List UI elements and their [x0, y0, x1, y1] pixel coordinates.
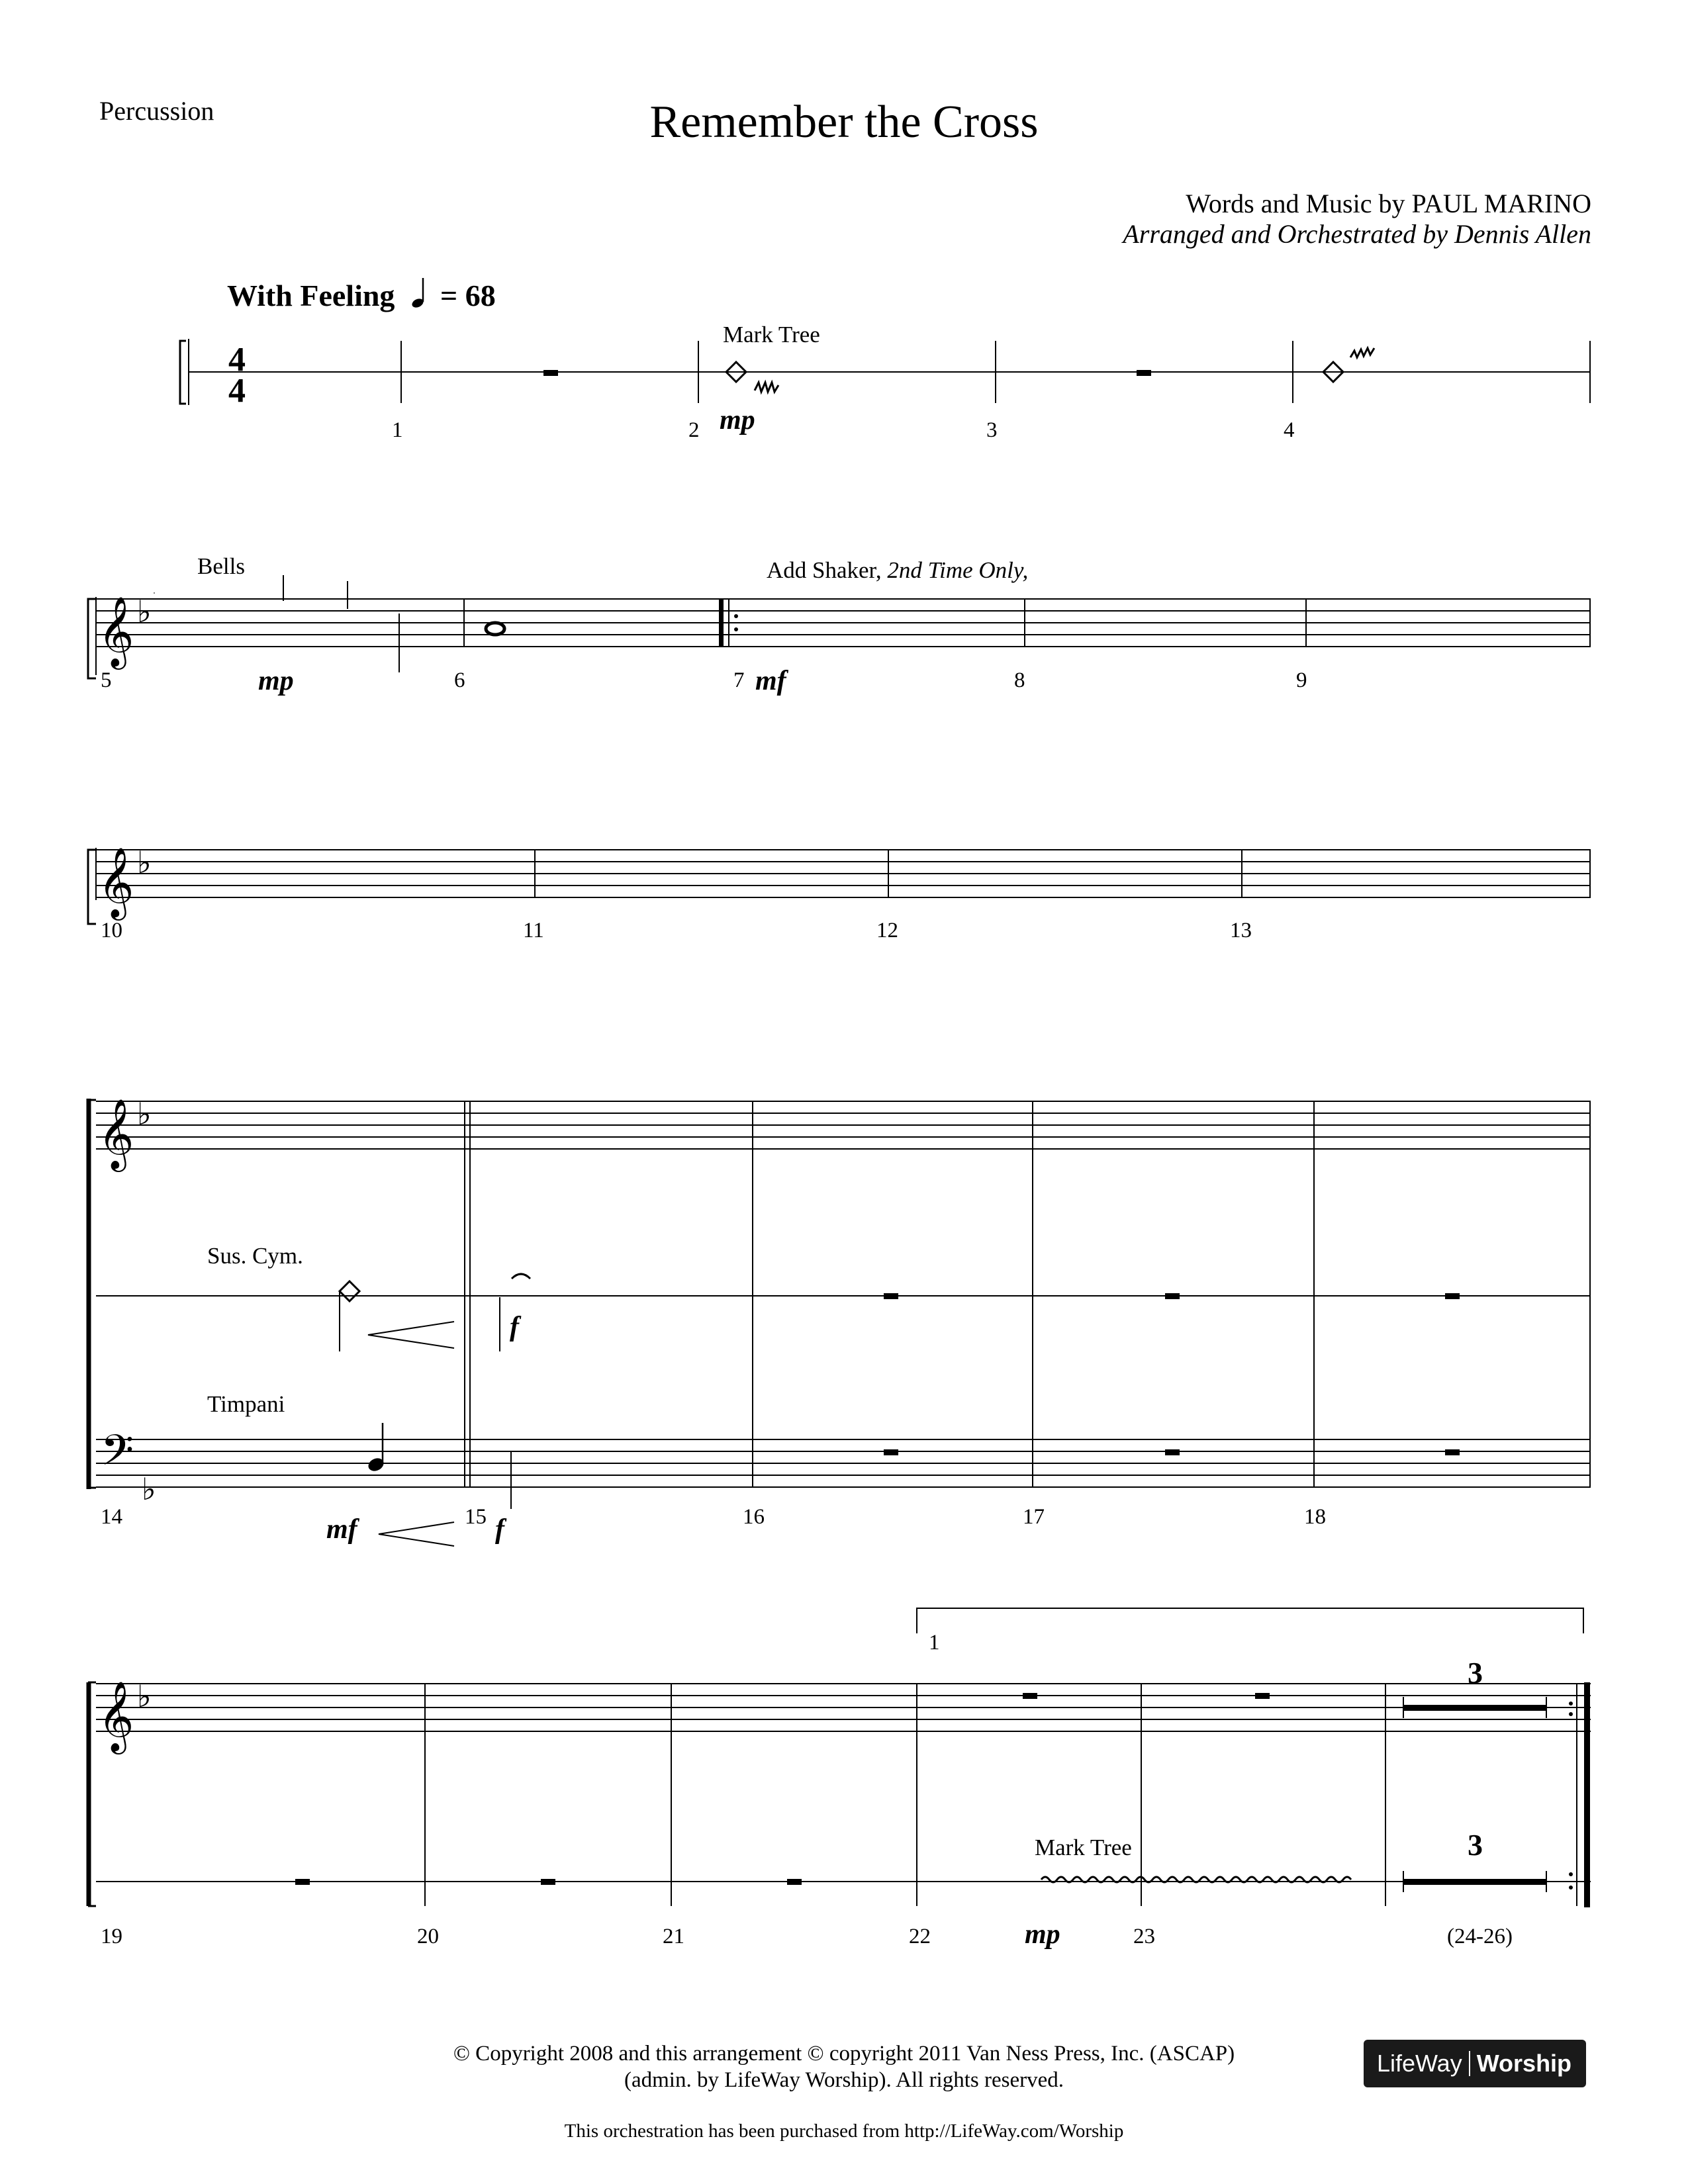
instrument-label-bells: Bells	[197, 553, 245, 579]
whole-rest-icon	[1137, 370, 1151, 376]
tempo-quarter-note-icon	[410, 278, 424, 309]
logo-worship: Worship	[1476, 2050, 1572, 2077]
measure-number: 7	[733, 668, 745, 692]
whole-rest-icon	[1165, 1293, 1180, 1299]
instrument-label-timpani: Timpani	[207, 1391, 285, 1417]
dynamic-mf: mf	[326, 1514, 357, 1545]
measure-number: 18	[1304, 1505, 1326, 1529]
measure-number: 14	[101, 1505, 122, 1529]
measure-number: 23	[1133, 1925, 1155, 1948]
multi-measure-rest	[1403, 1879, 1546, 1885]
multi-rest-count: 3	[1468, 1656, 1483, 1690]
copyright-line-2: (admin. by LifeWay Worship). All rights reserved.	[624, 2068, 1064, 2092]
whole-rest-icon	[787, 1879, 802, 1885]
whole-rest-icon	[1445, 1449, 1460, 1455]
trill-line-icon	[1041, 1877, 1351, 1882]
arranger-credit: Arranged and Orchestrated by Dennis Allen	[1123, 219, 1591, 249]
measure-number: 21	[663, 1925, 684, 1948]
measure-number: 13	[1230, 919, 1252, 942]
squiggle-gliss-icon	[1350, 348, 1374, 357]
flat-key-signature-icon: ♭	[137, 844, 152, 880]
measure-number: 17	[1023, 1505, 1045, 1529]
tempo-value: = 68	[440, 279, 496, 312]
measure-number: 19	[101, 1925, 122, 1948]
multi-measure-rest	[1403, 1705, 1546, 1711]
measure-number: 3	[986, 418, 998, 442]
measure-number: (24-26)	[1447, 1925, 1513, 1948]
time-signature-top: 4	[228, 341, 246, 379]
dynamic-mp: mp	[720, 405, 755, 435]
instrument-label-mark-tree: Mark Tree	[723, 322, 820, 347]
logo-divider	[1469, 2051, 1470, 2076]
whole-rest-icon	[884, 1293, 898, 1299]
lifeway-worship-logo	[1364, 2040, 1586, 2087]
measure-number: 10	[101, 919, 122, 942]
logo-lifeway: LifeWay	[1377, 2050, 1462, 2077]
whole-rest-icon	[1165, 1449, 1180, 1455]
copyright-line-1: © Copyright 2008 and this arrangement © copyright 2011 Van Ness Press, Inc. (ASCAP)	[453, 2042, 1235, 2066]
dynamic-mp: mp	[258, 666, 294, 696]
treble-clef-icon: 𝄞	[98, 846, 134, 917]
measure-number: 15	[465, 1505, 487, 1529]
system-1	[180, 339, 1591, 405]
flat-key-signature-icon: ♭	[137, 594, 152, 629]
measure-number: 8	[1014, 668, 1025, 692]
instrument-label-mark-tree: Mark Tree	[1035, 1835, 1132, 1860]
whole-rest-icon	[541, 1879, 555, 1885]
purchase-notice: This orchestration has been purchased from http://LifeWay.com/Worship	[564, 2120, 1124, 2142]
measure-number: 22	[909, 1925, 931, 1948]
dynamic-mf: mf	[755, 666, 786, 696]
multi-rest-count: 3	[1468, 1828, 1483, 1862]
first-ending-bracket	[917, 1608, 1583, 1633]
system-5	[88, 1608, 1591, 1907]
whole-rest-icon	[543, 370, 558, 376]
composer-credit: Words and Music by PAUL MARINO	[1186, 189, 1591, 218]
measure-number: 6	[454, 668, 465, 692]
measure-number: 2	[688, 418, 700, 442]
measure-number: 5	[101, 668, 112, 692]
measure-number: 11	[523, 919, 544, 942]
instrument-label-sus-cym: Sus. Cym.	[207, 1243, 303, 1269]
flat-key-signature-icon: ♭	[137, 1678, 152, 1714]
crescendo-hairpin-icon	[379, 1522, 454, 1546]
measure-number: 12	[876, 919, 898, 942]
flat-key-signature-icon: ♭	[137, 1096, 152, 1132]
measure-number: 9	[1296, 668, 1307, 692]
dynamic-f: f	[510, 1312, 519, 1342]
measure-number: 4	[1284, 418, 1295, 442]
whole-rest-icon	[1023, 1693, 1037, 1699]
flat-key-signature-icon: ♭	[142, 1471, 156, 1507]
measure-number: 16	[743, 1505, 765, 1529]
instrument-name: Percussion	[99, 96, 214, 126]
shaker-text: Add Shaker,	[767, 557, 888, 583]
crescendo-hairpin-icon	[368, 1322, 454, 1348]
dynamic-mp: mp	[1025, 1919, 1060, 1950]
treble-clef-icon: 𝄞	[98, 1680, 134, 1751]
measure-number: 1	[392, 418, 403, 442]
system-2	[88, 575, 1591, 678]
system-3	[88, 848, 1591, 924]
page-title: Remember the Cross	[649, 97, 1039, 148]
bass-clef-icon: 𝄢	[101, 1426, 134, 1486]
whole-rest-icon	[295, 1879, 310, 1885]
squiggle-gliss-icon	[755, 383, 778, 392]
system-4	[88, 1099, 1591, 1546]
fermata-icon	[512, 1274, 530, 1279]
whole-note-icon	[486, 623, 504, 635]
treble-clef-icon: 𝄞	[98, 596, 134, 666]
whole-rest-icon	[884, 1449, 898, 1455]
measure-number: 20	[417, 1925, 439, 1948]
dynamic-f: f	[495, 1514, 504, 1545]
instrument-label-shaker	[767, 559, 1028, 582]
shaker-text-italic: 2nd Time Only,	[887, 557, 1029, 583]
first-ending-label: 1	[929, 1631, 940, 1655]
treble-clef-icon: 𝄞	[98, 1098, 134, 1169]
whole-rest-icon	[1445, 1293, 1460, 1299]
whole-rest-icon	[1255, 1693, 1270, 1699]
diamond-note-icon	[340, 1281, 359, 1301]
time-signature-bottom: 4	[228, 372, 246, 410]
tempo-text: With Feeling	[227, 279, 395, 312]
